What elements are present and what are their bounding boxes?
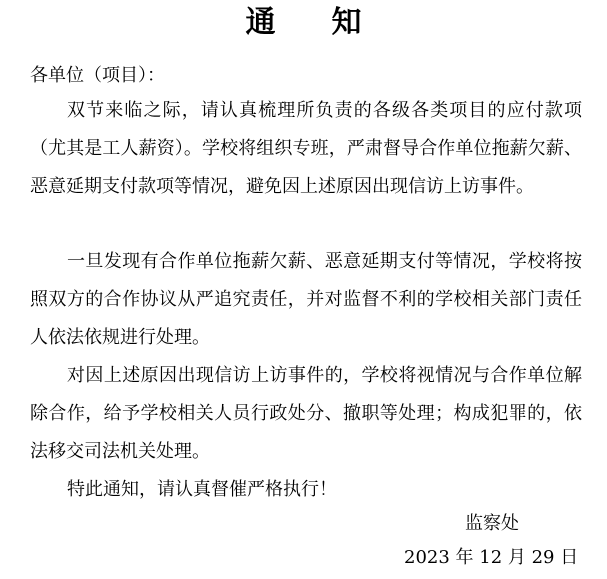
paragraph-1: 双节来临之际，请认真梳理所负责的各级各类项目的应付款项（尤其是工人薪资）。学校将组织专班，严肃督导合作单位拖薪欠薪、恶意延期支付款项等情况，避免因上述原因出现信访上访事件。: [30, 100, 582, 197]
issue-date: 2023 年 12 月 29 日: [404, 547, 579, 568]
signer: 监察处: [465, 513, 519, 534]
paragraph-3: 对因上述原因出现信访上访事件的，学校将视情况与合作单位解除合作，给予学校相关人员行政处分、撤职等处理；构成犯罪的，依法移交司法机关处理。: [30, 365, 582, 462]
notice-title: [0, 3, 607, 43]
paragraph-4: 特此通知，请认真督催严格执行！: [67, 479, 337, 500]
title-char-2: 知: [331, 5, 362, 40]
title-char-1: 通: [245, 5, 276, 40]
salutation: 各单位（项目）：: [30, 65, 165, 86]
paragraph-2: 一旦发现有合作单位拖薪欠薪、恶意延期支付等情况，学校将按照双方的合作协议从严追究责任，并对监督不利的学校相关部门责任人依法依规进行处理。: [30, 251, 582, 348]
